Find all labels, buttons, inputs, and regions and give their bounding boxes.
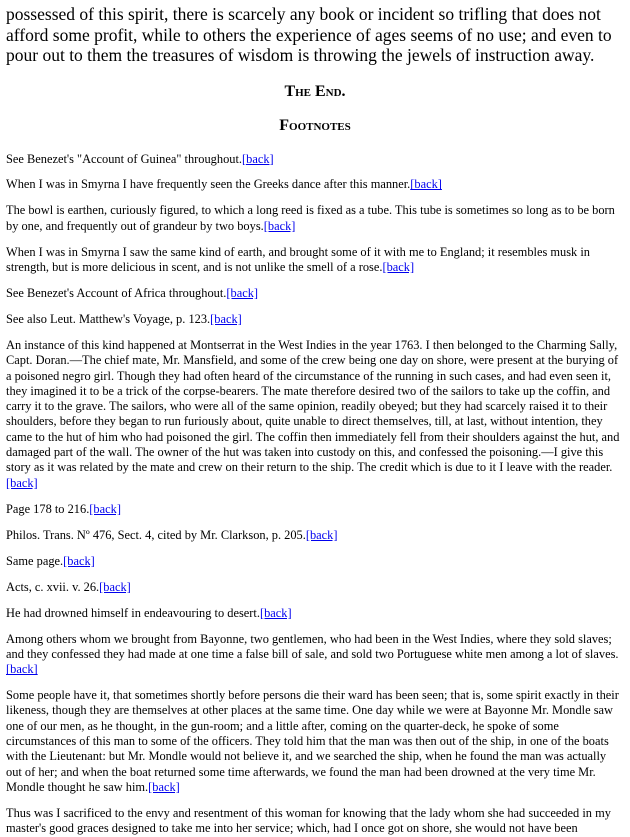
footnote-text: Same page. (6, 553, 64, 568)
footnote-text: He had drowned himself in endeavouring to desert. (6, 605, 260, 620)
footnotes-list (6, 152, 624, 837)
footnote-text: When I was in Smyrna I have frequently seen the Greeks dance after this manner. (6, 177, 411, 192)
footnote-3 (6, 203, 624, 234)
footnote-text: Some people have it, that sometimes shortly before persons die their ward has been seen; that is, some spirit exactly in their likeness, though they are themselves at other places at the same time. One day while we were at Bayonne Mr. Mondle saw one of our men, as he thought, in the gun-room; and a little after, coming on the quarter-deck, he spoke of some circumstances of this man to some of the officers. They told him that the man was then out of the ship, in one of the boats with the Lieutenant: but Mr. Mondle would not believe it, and we searched the ship, when he found the man was actually out of her; and when the boat returned some time afterwards, we found the man had been drowned at the very time Mr. Mondle thought he saw him. (6, 688, 619, 794)
footnote-2 (6, 177, 624, 192)
end-heading: The End. (284, 82, 346, 100)
footnote-13 (6, 632, 624, 678)
footnote-14 (6, 688, 624, 795)
footnote-8 (6, 502, 624, 517)
footnote-12 (6, 606, 624, 621)
back-link[interactable]: [back] (226, 286, 259, 301)
footnote-9 (6, 528, 624, 543)
footnote-5 (6, 286, 624, 301)
footnote-text: Philos. Trans. Nº 476, Sect. 4, cited by Mr. Clarkson, p. 205. (6, 527, 306, 542)
back-link[interactable]: [back] (63, 553, 95, 568)
back-link[interactable]: [back] (242, 151, 274, 166)
footnote-10 (6, 554, 624, 569)
back-link[interactable]: [back] (410, 177, 442, 192)
back-link[interactable]: [back] (89, 501, 121, 516)
back-link[interactable]: [back] (305, 527, 338, 542)
footnote-text: An instance of this kind happened at Montserrat in the West Indies in the year 1763. I then belonged to the Charming Sally, Capt. Doran.—The chief mate, Mr. Mansfield, and some of the crew being one day on shore, were present at the burying of a poisoned negro girl. Though they had often heard of the circumstance of the running in such cases, and had even seen it, they imagined it to be a trick of the corpse-bearers. The mate therefore desired two of the sailors to take up the coffin, and carry it to the grave. The sailors, who were all of the same opinion, readily obeyed; but they had scarcely raised it to their shoulders, before they began to run furiously about, quite unable to direct themselves, till, at last, without intention, they came to the hut of him who had poisoned the girl. The coffin then immediately fell from their shoulders against the hut, and damaged part of the wall. The owner of the hut was taken into custody on this, and confessed the poisoning.—I give this story as it was related by the mate and crew on their return to the ship. The credit which is due to it I leave with the reader. (6, 338, 620, 475)
footnote-text: Among others whom we brought from Bayonne, two gentlemen, who had been in the West Indies, where they sold slaves; and they confessed they had made at one time a false bill of sale, and sold two Portuguese white men among a lot of slaves. (6, 631, 619, 661)
back-link[interactable]: [back] (210, 312, 242, 327)
footnote-6 (6, 312, 624, 327)
footnote-11 (6, 580, 624, 595)
footnote-text: Page 178 to 216. (6, 501, 90, 516)
back-link[interactable]: [back] (99, 579, 131, 594)
back-link[interactable]: [back] (382, 260, 415, 275)
back-link[interactable]: [back] (263, 218, 296, 233)
footnotes-heading: Footnotes (279, 116, 351, 134)
footnote-text: The bowl is earthen, curiously figured, to which a long reed is fixed as a tube. This tube is sometimes so long as to be born by one, and frequently out of grandeur by two boys. (6, 203, 615, 233)
lead-paragraph: possessed of this spirit, there is scarcely any book or incident so trifling that does not afford some profit, while to others the experience of ages seems of no use; and even to pour out to them the treasures of wisdom is throwing the jewels of instruction away. (6, 4, 612, 65)
footnote-text: Thus was I sacrificed to the envy and resentment of this woman for knowing that the lady whom she had succeeded in my master's good graces designed to take me into her service; which, had I once got on shore, she would not have been (6, 805, 611, 836)
back-link[interactable]: [back] (6, 662, 38, 677)
footnote-text: See Benezet's Account of Africa throughout. (6, 286, 227, 301)
footnote-15 (6, 806, 624, 837)
footnote-4 (6, 245, 624, 276)
footnote-1 (6, 152, 624, 167)
back-link[interactable]: [back] (148, 779, 180, 794)
footnote-text: Acts, c. xvii. v. 26. (6, 579, 100, 594)
back-link[interactable]: [back] (259, 605, 292, 620)
footnote-text: When I was in Smyrna I saw the same kind of earth, and brought some of it with me to England; it resembles musk in strength, but is more delicious in scent, and is not unlike the smell of a rose. (6, 244, 590, 275)
footnote-text: See also Leut. Matthew's Voyage, p. 123. (6, 312, 211, 327)
back-link[interactable]: [back] (6, 475, 38, 490)
footnote-7 (6, 338, 624, 491)
footnote-text: See Benezet's "Account of Guinea" throughout. (6, 151, 243, 166)
